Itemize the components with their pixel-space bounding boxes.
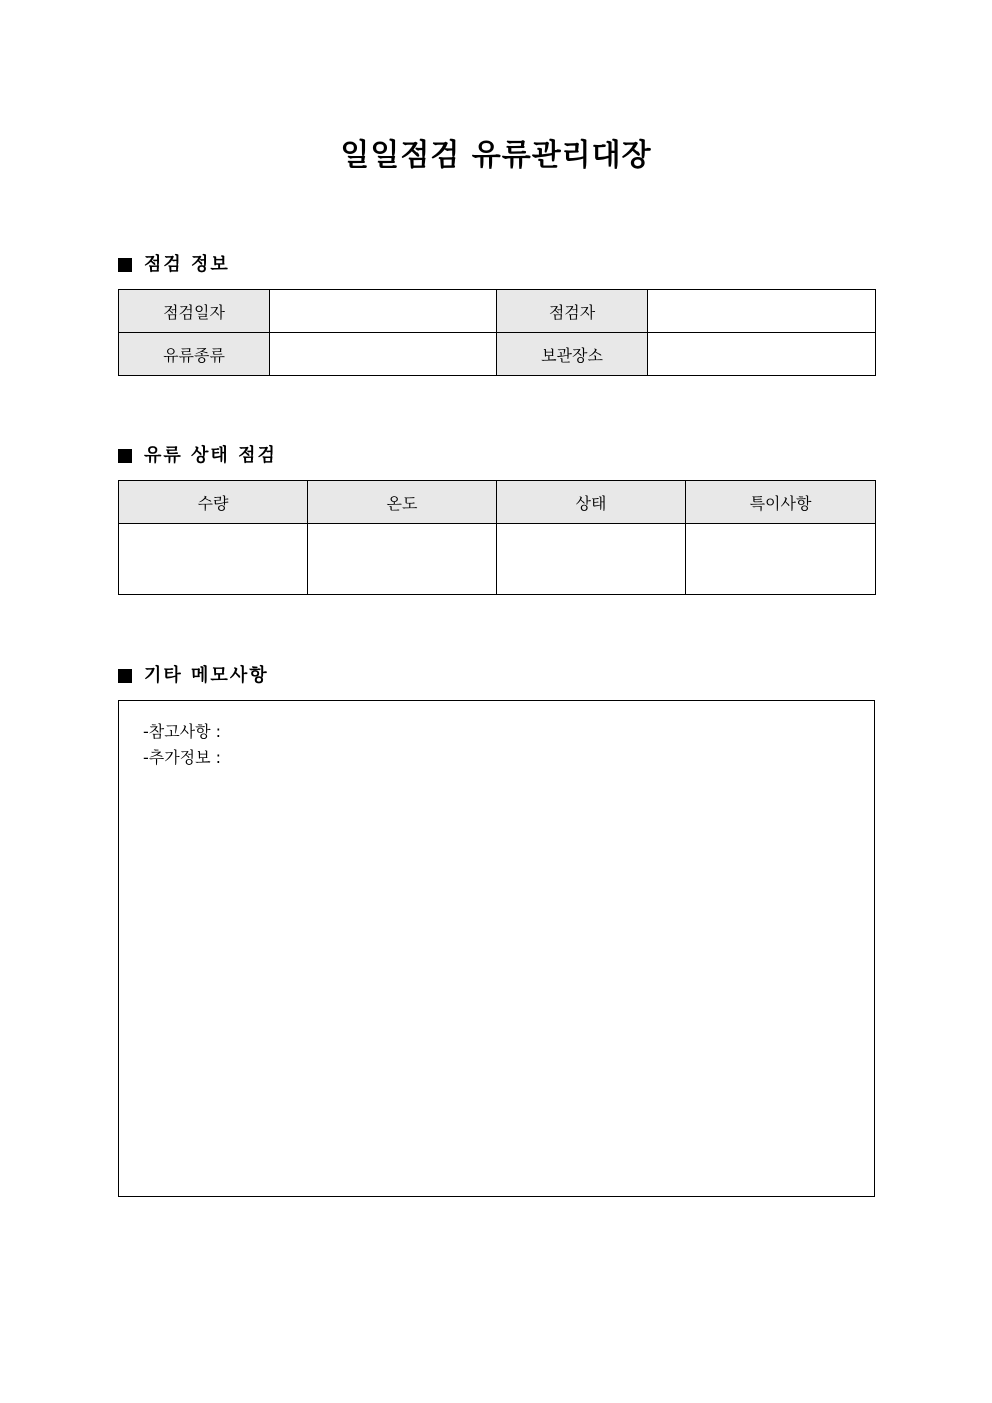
section-heading-inspection-info: [118, 253, 230, 277]
inspection-info-table: [118, 289, 876, 376]
oil-status-table: [118, 480, 876, 595]
table-header-row: [119, 481, 876, 524]
section-heading-oil-status: [118, 444, 277, 468]
label-inspector: 점검자: [497, 290, 648, 333]
column-header-quantity: 수량: [119, 481, 308, 524]
condition-field[interactable]: [497, 524, 686, 595]
temperature-field[interactable]: [308, 524, 497, 595]
document-title: 일일점검 유류관리대장: [340, 138, 652, 173]
column-header-remarks: 특이사항: [686, 481, 876, 524]
black-square-icon: [118, 449, 132, 463]
memo-line-additional-info: -추가정보 :: [143, 748, 222, 767]
label-oil-type: 유류종류: [119, 333, 270, 376]
section-heading-label: 유류 상태 점검: [144, 445, 277, 466]
memo-box[interactable]: [118, 700, 875, 1197]
black-square-icon: [118, 669, 132, 683]
label-storage-location: 보관장소: [497, 333, 648, 376]
inspector-field[interactable]: [648, 290, 876, 333]
column-header-temperature: 온도: [308, 481, 497, 524]
table-row: [119, 524, 876, 595]
black-square-icon: [118, 258, 132, 272]
label-inspection-date: 점검일자: [119, 290, 270, 333]
section-heading-label: 점검 정보: [144, 254, 230, 275]
table-row: [119, 333, 876, 376]
table-row: [119, 290, 876, 333]
memo-lines: [143, 719, 221, 771]
column-header-condition: 상태: [497, 481, 686, 524]
inspection-date-field[interactable]: [270, 290, 497, 333]
section-heading-memo: [118, 664, 269, 688]
quantity-field[interactable]: [119, 524, 308, 595]
section-heading-label: 기타 메모사항: [144, 665, 269, 686]
memo-line-reference: -참고사항 :: [143, 722, 222, 741]
storage-location-field[interactable]: [648, 333, 876, 376]
remarks-field[interactable]: [686, 524, 876, 595]
oil-type-field[interactable]: [270, 333, 497, 376]
